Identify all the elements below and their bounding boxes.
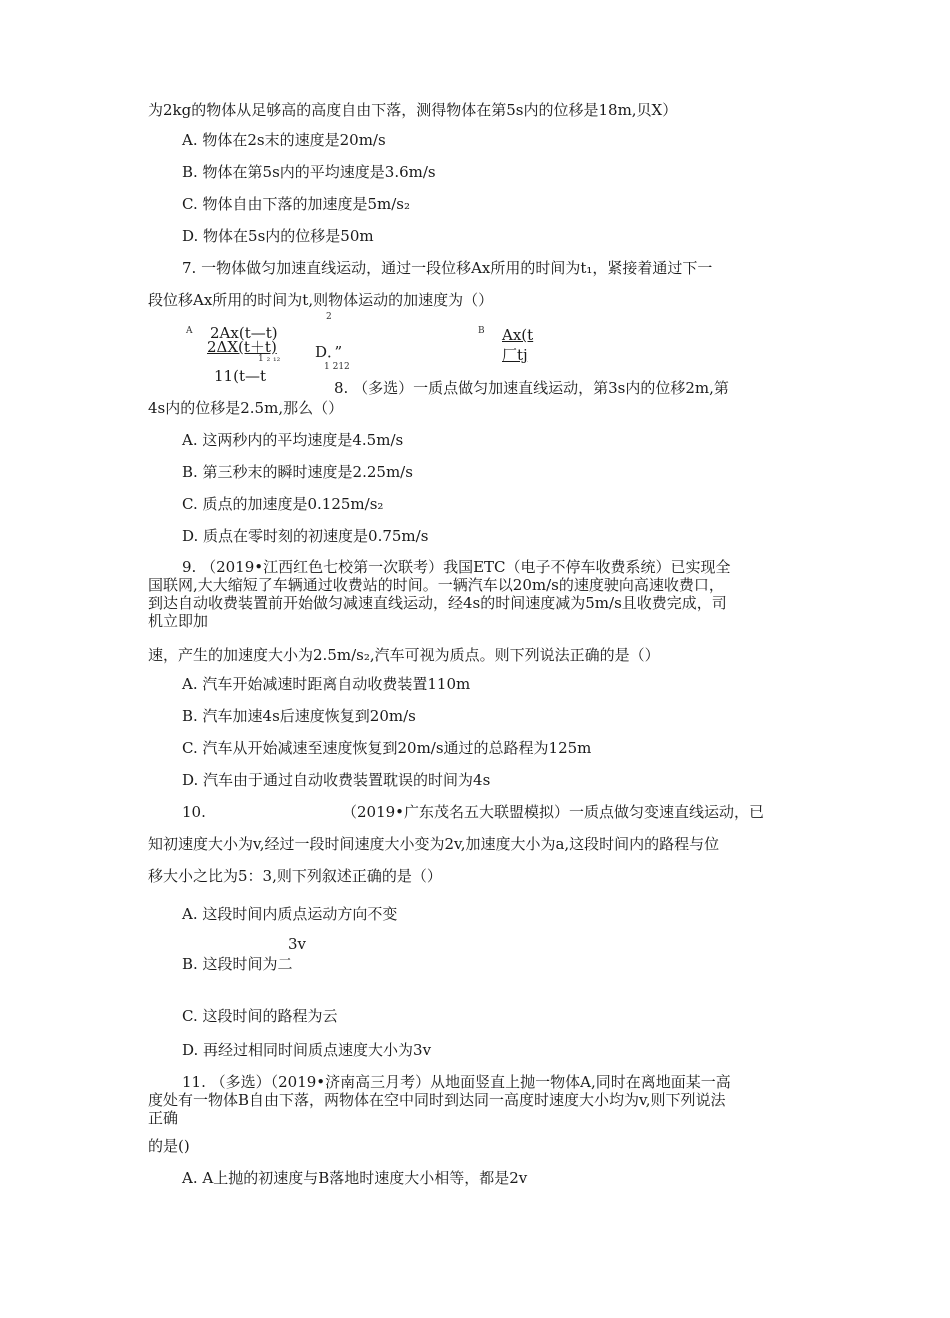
q10-option-a: A. 这段时间内质点运动方向不变 — [182, 905, 398, 923]
q8-option-b: B. 第三秒末的瞬时速度是2.25m/s — [182, 463, 413, 481]
q7-stem-line2: 段位移Ax所用的时间为t,则物体运动的加速度为（） — [148, 291, 494, 309]
q7-option-b-label: B — [478, 326, 485, 336]
q7-option-d: D．” — [315, 343, 343, 361]
q7-option-b-denominator: 厂tj — [502, 346, 528, 364]
q11-stem-line1: 11. （多选）（2019•济南高三月考）从地面竖直上抛一物体A,同时在离地面某一高 — [182, 1073, 731, 1091]
q6-option-c: C. 物体自由下落的加速度是5m/s₂ — [182, 195, 411, 213]
q9-stem-line3: 到达自动收费装置前开始做匀减速直线运动，经4s的时间速度减为5m/s且收费完成，司 — [148, 594, 727, 612]
q9-option-d: D. 汽车由于通过自动收费装置耽误的时间为4s — [182, 771, 491, 789]
q7-superscript: 2 — [326, 312, 332, 322]
q8-option-a: A. 这两秒内的平均速度是4.5m/s — [182, 431, 404, 449]
q7-option-a-subscripts: 1 ₂ ₁₂ — [258, 354, 281, 364]
q7-subscripts: 1 212 — [324, 362, 350, 372]
q10-option-b-fraction: 3v — [288, 935, 307, 953]
q7-option-a-numerator: 2Ax(t—t) — [210, 324, 278, 342]
q8-stem-line1: 8. （多选）一质点做匀加速直线运动，第3s内的位移2m,第 — [334, 379, 729, 397]
q10-number: 10. — [182, 803, 206, 821]
q8-stem-line2: 4s内的位移是2.5m,那么（） — [148, 399, 344, 417]
q7-option-a-denominator-2: 11(t—t — [214, 367, 266, 385]
q9-option-a: A. 汽车开始减速时距离自动收费装置110m — [182, 675, 471, 693]
q7-stem-line1: 7. 一物体做匀加速直线运动，通过一段位移Ax所用的时间为t₁，紧接着通过下一 — [182, 259, 713, 277]
q7-option-a-denominator: 2ΔX(t＋t) — [207, 338, 277, 356]
q9-stem-line2: 国联网,大大缩短了车辆通过收费站的时间。一辆汽车以20m/s的速度驶向高速收费口， — [148, 576, 724, 594]
q6-stem-tail: 为2kg的物体从足够高的高度自由下落，测得物体在第5s内的位移是18m,贝X） — [148, 101, 678, 119]
q10-option-c: C. 这段时间的路程为云 — [182, 1007, 338, 1025]
q9-stem-line5: 速，产生的加速度大小为2.5m/s₂,汽车可视为质点。则下列说法正确的是（） — [148, 646, 660, 664]
q10-stem-line2: 知初速度大小为v,经过一段时间速度大小变为2v,加速度大小为a,这段时间内的路程与位 — [148, 835, 720, 853]
q7-option-a-label: A — [186, 326, 193, 336]
q9-stem-line4: 机立即加 — [148, 612, 209, 630]
q7-option-b-numerator: Ax(t — [502, 326, 534, 344]
q8-option-c: C. 质点的加速度是0.125m/s₂ — [182, 495, 384, 513]
q11-stem-line4: 的是() — [148, 1137, 190, 1155]
q9-option-b: B. 汽车加速4s后速度恢复到20m/s — [182, 707, 416, 725]
q10-stem-line3: 移大小之比为5：3,则下列叙述正确的是（） — [148, 867, 442, 885]
q11-stem-line2: 度处有一物体B自由下落，两物体在空中同时到达同一高度时速度大小均为v,则下列说法 — [148, 1091, 726, 1109]
q9-option-c: C. 汽车从开始减速至速度恢复到20m/s通过的总路程为125m — [182, 739, 592, 757]
q6-option-d: D. 物体在5s内的位移是50m — [182, 227, 374, 245]
q10-option-b: B. 这段时间为二 — [182, 955, 293, 973]
q6-option-b: B. 物体在第5s内的平均速度是3.6m/s — [182, 163, 436, 181]
q8-option-d: D. 质点在零时刻的初速度是0.75m/s — [182, 527, 429, 545]
q10-option-d: D. 再经过相同时间质点速度大小为3v — [182, 1041, 432, 1059]
q11-option-a: A. A上抛的初速度与B落地时速度大小相等，都是2v — [182, 1169, 528, 1187]
q11-stem-line3: 正确 — [148, 1109, 179, 1127]
q6-option-a: A. 物体在2s末的速度是20m/s — [182, 131, 386, 149]
q10-stem-line1: （2019•广东茂名五大联盟模拟）一质点做匀变速直线运动，已 — [342, 803, 765, 821]
q9-stem-line1: 9. （2019•江西红色七校第一次联考）我国ETC（电子不停车收费系统）已实现全 — [182, 558, 731, 576]
